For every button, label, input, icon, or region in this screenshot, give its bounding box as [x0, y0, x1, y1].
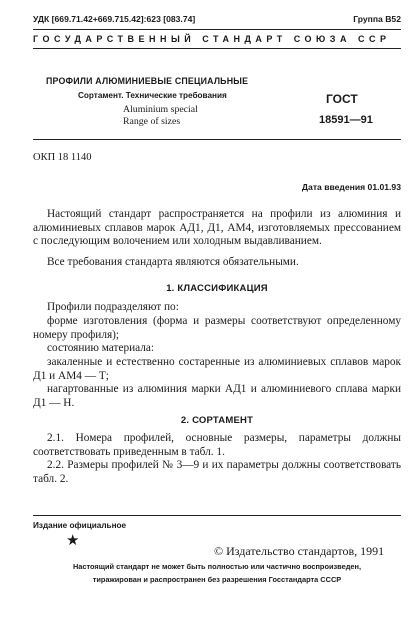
star-icon: ★: [66, 533, 80, 549]
official-edition: Издание официальное: [33, 521, 127, 530]
section-2-line-2: 2.2. Размеры профилей № 3—9 и их параметры должны соответствовать табл. 2.: [33, 459, 401, 485]
copyright-notice: © Издательство стандартов, 1991: [214, 544, 385, 558]
section-2-line-1: 2.1. Номера профилей, основные размеры, параметры должны соответствовать приведенным в табл. 1.: [33, 432, 401, 458]
udk-code: УДК [669.71.42+669.715.42]:623 [083.74]: [33, 14, 196, 24]
section-1-line-1: Профили подразделяют по:: [47, 301, 179, 313]
okp-code: ОКП 18 1140: [33, 152, 92, 163]
section-1-line-3: состоянию материала:: [47, 342, 155, 354]
english-title-line-1: Aluminium special: [123, 104, 198, 115]
section-1-heading: 1. КЛАССИФИКАЦИЯ: [166, 283, 268, 294]
document-subtitle: Сортамент. Технические требования: [78, 91, 227, 100]
section-1-line-5: нагартованные из алюминия марки АД1 и алюминиевого сплава марки Д1 — Н.: [33, 383, 401, 409]
standard-title: ГОСУДАРСТВЕННЫЙ СТАНДАРТ СОЮЗА ССР: [33, 34, 391, 44]
intro-paragraph: Настоящий стандарт распространяется на профили из алюминия и алюминиевых сплавов марок АД1, Д1, АМ4, изготовляемых прессованием с последующим волочением или холодным выдавливанием.: [33, 208, 401, 248]
header-bottom-rule: [33, 48, 401, 49]
reproduction-notice-line-1: Настоящий стандарт не может быть полностью или частично воспроизведен,: [72, 562, 362, 571]
gost-number: 18591—91: [319, 114, 373, 126]
document-title: ПРОФИЛИ АЛЮМИНИЕВЫЕ СПЕЦИАЛЬНЫЕ: [46, 76, 249, 86]
footer-rule: [33, 515, 401, 516]
header-top-rule: [33, 29, 401, 30]
effective-date: Дата введения 01.01.93: [301, 182, 401, 192]
title-block-rule: [33, 139, 401, 140]
section-2-heading: 2. СОРТАМЕНТ: [180, 415, 254, 426]
reproduction-notice-line-2: тиражирован и распространен без разрешения Госстандарта СССР: [92, 575, 342, 584]
english-title-line-2: Range of sizes: [123, 116, 181, 127]
intro-requirements: Все требования стандарта являются обязательными.: [47, 256, 299, 268]
section-1-line-2: форме изготовления (форма и размеры соответствуют определенному номеру профиля);: [33, 315, 401, 341]
group-code: Группа В52: [353, 14, 401, 24]
section-1-line-4: закаленные и естественно состаренные из алюминиевых сплавов марок Д1 и АМ4 — Т;: [33, 356, 401, 382]
gost-label: ГОСТ: [326, 92, 358, 106]
